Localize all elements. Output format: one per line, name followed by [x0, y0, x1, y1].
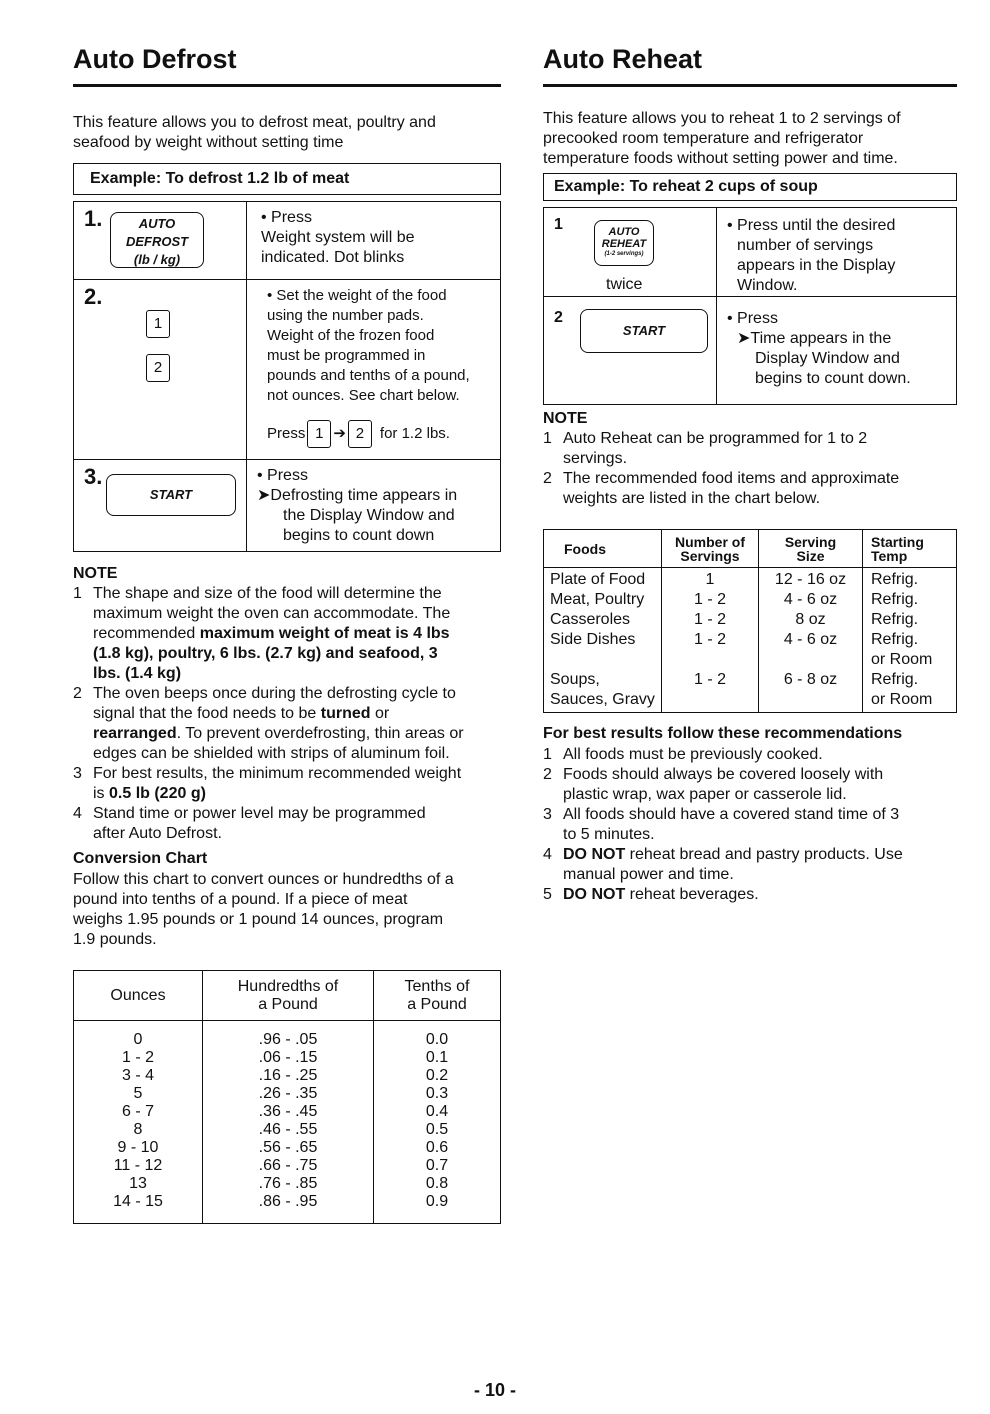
table-cell: Soups, — [550, 671, 600, 688]
auto-defrost-button: AUTO DEFROST (lb / kg) — [110, 212, 204, 268]
recommendation-item: 5 DO NOT reheat beverages. — [543, 886, 759, 903]
number-key-2: 2 — [146, 354, 170, 382]
temp-header: Starting Temp — [863, 530, 957, 568]
conversion-chart-text: Follow this chart to convert ounces or hundredths of a pound into tenths of a pound. If a piece of meat weighs 1.95 pounds or 1 pound 14 ounces, program 1.9 pounds. — [73, 871, 454, 948]
defrost-step-1: 1. AUTO DEFROST (lb / kg) • Press Weight system will be indicated. Dot blinks — [74, 202, 501, 280]
table-cell: 12 - 16 oz — [774, 571, 847, 588]
table-cell: Side Dishes — [550, 631, 636, 648]
start-button: START — [580, 309, 708, 353]
twice-caption: twice — [606, 276, 643, 293]
table-cell: 4 - 6 oz — [783, 591, 838, 608]
table-cell: .36 - .45 — [258, 1103, 318, 1120]
table-cell: 1 - 2 — [693, 611, 726, 628]
hundredths-header: Hundredths of a Pound — [203, 971, 374, 1021]
recommendation-item: 3 All foods should have a covered stand time of 3 to 5 minutes. — [543, 806, 900, 843]
defrost-step-2: 2. 1 2 • Set the weight of the food using the number pads. Weight of the frozen food must be programmed in pounds and tenths of a pound, not ounces. See chart below. Press 1 ➔ 2 for 1.2 lbs. — [74, 280, 501, 460]
food-table-body — [544, 568, 957, 713]
temp-column — [863, 568, 957, 713]
page-number: - 10 - — [473, 1380, 516, 1400]
note-item: 1 Auto Reheat can be programmed for 1 to 2 servings. — [543, 430, 868, 467]
table-cell: Meat, Poultry — [550, 591, 645, 608]
table-cell: 0.1 — [425, 1049, 449, 1066]
auto-defrost-title: Auto Defrost — [73, 44, 237, 74]
table-cell: Refrig. — [871, 571, 919, 588]
reheat-note-heading: NOTE — [543, 410, 588, 427]
defrost-example-heading: Example: To defrost 1.2 lb of meat — [73, 163, 501, 195]
table-cell: .76 - .85 — [258, 1175, 318, 1192]
table-cell: 4 - 6 oz — [783, 631, 838, 648]
recommendation-item: 4 DO NOT reheat bread and pastry products. Use manual power and time. — [543, 846, 903, 883]
hundredths-column — [203, 1021, 374, 1224]
table-cell: Casseroles — [550, 611, 631, 628]
reheat-step-1: 1 AUTO REHEAT (1-2 servings) twice • Press until the desired number of servings appears in the Display Window. — [544, 208, 957, 297]
defrost-step-2-text: • Set the weight of the food using the number pads. Weight of the frozen food must be programmed in pounds and tenths of a pound, not ounces. See chart below. Press 1 ➔ 2 for 1.2 lbs. — [247, 280, 501, 460]
table-cell: 1 - 2 — [693, 631, 726, 648]
title-rule — [73, 84, 501, 87]
table-cell: .06 - .15 — [258, 1049, 318, 1066]
table-cell: Refrig. — [871, 611, 919, 628]
defrost-step-1-text: • Press Weight system will be indicated. Dot blinks — [247, 202, 501, 280]
note-item: 2 The oven beeps once during the defrosting cycle to signal that the food needs to be turned or rearranged. To prevent overdefrosting, thin areas or edges can be shielded with strips of aluminum foil. — [73, 685, 464, 762]
foods-column — [544, 568, 662, 713]
ounces-header: Ounces — [74, 971, 203, 1021]
press-key-2: 2 — [348, 420, 372, 448]
table-cell: 0.0 — [425, 1031, 449, 1048]
table-cell: 0.6 — [425, 1139, 449, 1156]
reheat-step-2: 2 START • Press ➤Time appears in the Display Window and begins to count down. — [544, 297, 957, 405]
conversion-table-header — [74, 971, 501, 1021]
defrost-note-heading: NOTE — [73, 565, 118, 582]
auto-reheat-title: Auto Reheat — [543, 44, 703, 74]
table-cell: or Room — [871, 691, 933, 708]
press-sequence: Press 1 ➔ 2 for 1.2 lbs. — [267, 420, 500, 448]
arrow-right-icon: ➔ — [333, 425, 346, 442]
defrost-notes-list — [73, 584, 501, 844]
auto-reheat-button: AUTO REHEAT (1-2 servings) — [594, 220, 654, 266]
note-item: 1 The shape and size of the food will determine the maximum weight the oven can accommodate. The recommended maximum weight of meat is 4 lbs (1.8 kg), poultry, 6 lbs. (2.7 kg) and seafood, 3 lbs. (1.4 kg) — [73, 585, 451, 682]
tenths-column — [374, 1021, 501, 1224]
auto-reheat-section — [543, 40, 957, 905]
conversion-table — [73, 970, 501, 1224]
recommendation-item: 2 Foods should always be covered loosely with plastic wrap, wax paper or casserole lid. — [543, 766, 884, 803]
table-cell: .86 - .95 — [258, 1193, 318, 1210]
table-cell: Plate of Food — [550, 571, 646, 588]
note-item: 3 For best results, the minimum recommended weight is 0.5 lb (220 g) — [73, 765, 462, 802]
ounces-column — [74, 1021, 203, 1224]
recommendations-heading: For best results follow these recommendations — [543, 725, 903, 742]
size-column — [759, 568, 863, 713]
table-cell: 1 - 2 — [693, 671, 726, 688]
reheat-step-1-text: • Press until the desired number of servings appears in the Display Window. — [717, 208, 957, 297]
food-table-header — [544, 530, 957, 568]
table-cell: .96 - .05 — [258, 1031, 318, 1048]
reheat-food-table — [543, 529, 957, 713]
table-cell: .66 - .75 — [258, 1157, 318, 1174]
size-header: Serving Size — [759, 530, 863, 568]
table-cell: .26 - .35 — [258, 1085, 318, 1102]
reheat-notes-list — [543, 429, 957, 509]
table-cell: 1 — [705, 571, 715, 588]
table-cell — [662, 650, 758, 670]
table-cell: 0.2 — [425, 1067, 449, 1084]
table-cell — [759, 690, 862, 710]
auto-reheat-intro: This feature allows you to reheat 1 to 2 servings of precooked room temperature and refrigerator temperature foods without setting power and time. — [543, 110, 901, 167]
table-cell: Refrig. — [871, 671, 919, 688]
reheat-example-heading: Example: To reheat 2 cups of soup — [543, 173, 957, 201]
defrost-steps-table — [73, 201, 501, 552]
table-cell: or Room — [871, 651, 933, 668]
note-item: 2 The recommended food items and approximate weights are listed in the chart below. — [543, 470, 900, 507]
number-key-1: 1 — [146, 310, 170, 338]
tenths-header: Tenths of a Pound — [374, 971, 501, 1021]
recommendation-item: 1 All foods must be previously cooked. — [543, 746, 823, 763]
table-cell: 0.4 — [425, 1103, 449, 1120]
start-button: START — [106, 474, 236, 516]
table-cell: 14 - 15 — [113, 1193, 163, 1210]
table-cell — [759, 650, 862, 670]
table-cell: 8 oz — [795, 611, 826, 628]
table-cell: 6 - 8 oz — [783, 671, 838, 688]
table-cell: 1 - 2 — [693, 591, 726, 608]
servings-column — [662, 568, 759, 713]
table-cell: 0.9 — [425, 1193, 449, 1210]
servings-header: Number of Servings — [662, 530, 759, 568]
auto-defrost-intro: This feature allows you to defrost meat, poultry and seafood by weight without setting time — [73, 114, 436, 151]
title-rule — [543, 84, 957, 87]
press-key-1: 1 — [307, 420, 331, 448]
reheat-step-2-text: • Press ➤Time appears in the Display Window and begins to count down. — [717, 297, 957, 405]
table-cell: .56 - .65 — [258, 1139, 318, 1156]
table-cell: 0.8 — [425, 1175, 449, 1192]
defrost-step-3-text: • Press ➤Defrosting time appears in the Display Window and begins to count down — [247, 460, 501, 552]
table-cell: 11 - 12 — [113, 1157, 163, 1174]
table-cell: Sauces, Gravy — [550, 691, 655, 708]
table-cell: 9 - 10 — [117, 1139, 159, 1156]
recommendations-list — [543, 745, 957, 905]
table-cell: 0 — [133, 1031, 143, 1048]
table-cell: 8 — [133, 1121, 143, 1138]
table-cell: 1 - 2 — [121, 1049, 154, 1066]
table-cell: 0.3 — [425, 1085, 449, 1102]
defrost-step-3: 3. START • Press ➤Defrosting time appears in the Display Window and begins to count down — [74, 460, 501, 552]
table-cell — [550, 650, 661, 670]
table-cell: Refrig. — [871, 631, 919, 648]
table-cell: .46 - .55 — [258, 1121, 318, 1138]
reheat-steps-table — [543, 207, 957, 405]
table-cell: 5 — [133, 1085, 143, 1102]
conversion-chart-heading: Conversion Chart — [73, 850, 208, 867]
table-cell: Refrig. — [871, 591, 919, 608]
table-cell: 0.7 — [425, 1157, 449, 1174]
table-cell: 0.5 — [425, 1121, 449, 1138]
table-cell: 3 - 4 — [121, 1067, 154, 1084]
note-item: 4 Stand time or power level may be programmed after Auto Defrost. — [73, 805, 426, 842]
conversion-table-body — [74, 1021, 501, 1224]
auto-defrost-section — [73, 40, 501, 1224]
table-cell: .16 - .25 — [258, 1067, 318, 1084]
table-cell: 6 - 7 — [121, 1103, 154, 1120]
table-cell — [662, 690, 758, 710]
table-cell: 13 — [129, 1175, 147, 1192]
foods-header: Foods — [544, 530, 662, 568]
